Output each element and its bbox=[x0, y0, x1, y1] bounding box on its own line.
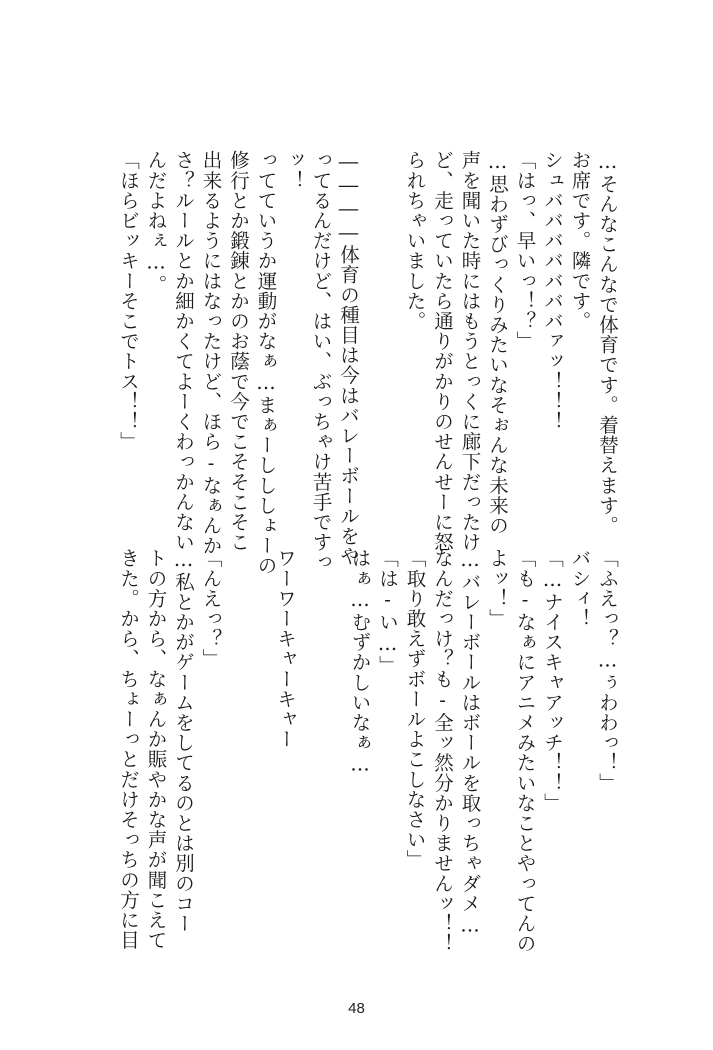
text-line: ワーワーキャーキャー bbox=[274, 548, 297, 749]
text-line: お席です。隣です。 bbox=[568, 150, 592, 331]
text-line: バシィ！ bbox=[568, 548, 592, 629]
text-line: ってるんだけど、はい、ぶっちゃけ苦手ですっ bbox=[309, 150, 333, 573]
text-line: 「も-なぁにアニメみたいなことやってんの bbox=[513, 548, 537, 954]
text-line: シュバババババババァッ！！！ bbox=[541, 150, 564, 432]
text-line: 「ほらビッキーそこでトス！！」 bbox=[117, 150, 140, 452]
text-line: 「はっ、早いっ！？」 bbox=[513, 150, 537, 351]
text-line: トの方から、なぁんか賑やかな声が聞こえて bbox=[144, 548, 168, 950]
paragraph-gap bbox=[303, 548, 344, 558]
text-line: んだよねぇ…。 bbox=[144, 150, 168, 295]
text-line: …そんなこんなで体育です。着替えます。 bbox=[596, 150, 619, 536]
text-line: よッ！」 bbox=[486, 548, 509, 629]
text-line: 「…ナイスキャアッチ！！」 bbox=[541, 548, 564, 813]
text-line: きた。から、ちょーっとだけそっちの方に目 bbox=[117, 548, 140, 950]
top-text-block bbox=[117, 150, 619, 576]
text-line: はぁ…むずかしいなぁ… bbox=[348, 548, 372, 777]
paragraph-gap bbox=[366, 150, 399, 160]
text-line: なんだっけ？も-全ッ然分かりませんッ！！ bbox=[431, 548, 454, 954]
text-line: ッ！ bbox=[282, 150, 305, 191]
text-line: 「んえっ？」 bbox=[199, 548, 223, 669]
text-line: …私とかがゲームをしてるのとは別のコー bbox=[172, 548, 195, 934]
paragraph-gap bbox=[228, 548, 269, 558]
text-line: 修行とか鍛錬とかのお蔭で今でこそそこそこ bbox=[227, 150, 250, 552]
text-line: …思わずびっくりみたいなそぉんな未来の bbox=[486, 150, 509, 536]
text-line: 「は-い…」 bbox=[376, 548, 399, 676]
page-number: 48 bbox=[348, 1000, 365, 1017]
text-line: …バレーボールはボールを取っちゃダメ… bbox=[458, 548, 482, 937]
text-line: 「ふえっ？…ぅわわっ！」 bbox=[596, 548, 619, 793]
text-line: られちゃいました。 bbox=[403, 150, 427, 331]
bottom-text-block bbox=[117, 548, 619, 954]
text-line: さ？ルールとか細かくてよーくわっかんない bbox=[172, 150, 195, 552]
text-line: 出来るようにはなったけど、ほら-なぁんか bbox=[199, 150, 223, 556]
text-line: 「取り敢えずボールよこしなさい」 bbox=[403, 548, 427, 870]
text-line: ――――体育の種目は今はバレーボールをや bbox=[337, 150, 360, 566]
text-line: 声を聞いた時にはもうとっくに廊下だったけ bbox=[458, 150, 482, 552]
text-line: ど、走っていたら通りがかりのせんせーに怒 bbox=[431, 150, 454, 552]
text-line: ってていうか運動がなぁ…まぁーしししょーの bbox=[254, 150, 278, 576]
